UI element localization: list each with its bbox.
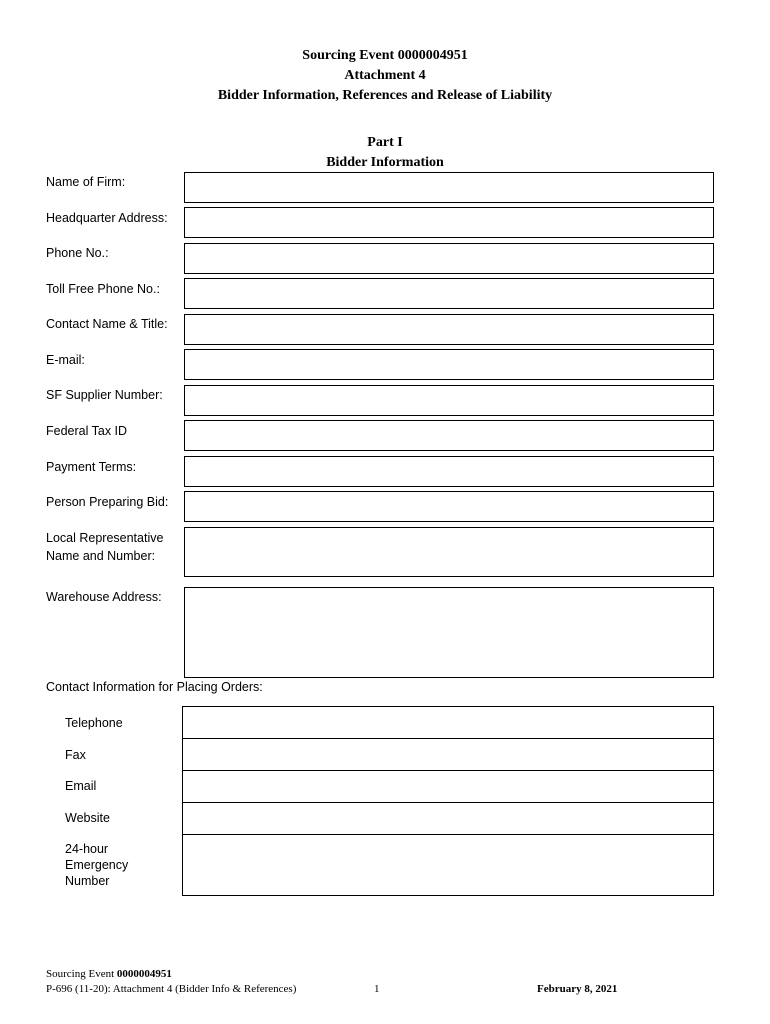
field-label-payment-terms: Payment Terms: xyxy=(46,460,137,474)
contact-label-emergency xyxy=(65,841,128,889)
federal-tax-id-field[interactable] xyxy=(184,420,714,451)
form-title: Bidder Information, References and Release of Liability xyxy=(217,88,553,103)
emergency-number-field[interactable] xyxy=(183,835,713,895)
email-field[interactable] xyxy=(184,349,714,380)
contact-label-website: Website xyxy=(65,811,110,825)
part-heading xyxy=(0,133,770,173)
field-label-person-preparing-bid: Person Preparing Bid: xyxy=(46,495,169,509)
telephone-field[interactable] xyxy=(183,707,713,739)
phone-field[interactable] xyxy=(184,243,714,274)
local-rep-label-line2: Name and Number: xyxy=(46,549,156,563)
field-label-toll-free-phone: Toll Free Phone No.: xyxy=(46,282,160,296)
contact-name-title-field[interactable] xyxy=(184,314,714,345)
contact-label-telephone: Telephone xyxy=(65,716,123,730)
field-label-name-of-firm: Name of Firm: xyxy=(46,175,126,189)
headquarter-address-field[interactable] xyxy=(184,207,714,238)
field-label-federal-tax-id: Federal Tax ID xyxy=(46,424,128,438)
warehouse-address-field[interactable] xyxy=(184,587,714,678)
field-label-phone: Phone No.: xyxy=(46,246,109,260)
contact-section-title: Contact Information for Placing Orders: xyxy=(46,680,263,694)
part-title: Bidder Information xyxy=(326,155,444,170)
footer-date: February 8, 2021 xyxy=(537,983,618,995)
emergency-label-line3: Number xyxy=(65,874,110,888)
name-of-firm-field[interactable] xyxy=(184,172,714,203)
sf-supplier-number-field[interactable] xyxy=(184,385,714,416)
fax-field[interactable] xyxy=(183,739,713,771)
person-preparing-bid-field[interactable] xyxy=(184,491,714,522)
emergency-label-line1: 24-hour xyxy=(65,842,109,856)
footer-form-id: P-696 (11-20): Attachment 4 (Bidder Info & References) xyxy=(46,983,297,995)
field-label-headquarter-address: Headquarter Address: xyxy=(46,211,168,225)
page-number: 1 xyxy=(374,983,380,995)
attachment-heading: Attachment 4 xyxy=(344,68,426,83)
local-representative-field[interactable] xyxy=(184,527,714,577)
document-title xyxy=(0,46,770,106)
contact-label-fax: Fax xyxy=(65,748,86,762)
footer-event xyxy=(46,966,172,982)
contact-label-email: Email xyxy=(65,779,97,793)
field-label-email: E-mail: xyxy=(46,353,85,367)
field-label-warehouse-address: Warehouse Address: xyxy=(46,590,162,604)
footer-event-prefix: Sourcing Event xyxy=(46,968,117,980)
payment-terms-field[interactable] xyxy=(184,456,714,487)
local-rep-label-line1: Local Representative xyxy=(46,531,164,545)
toll-free-phone-field[interactable] xyxy=(184,278,714,309)
field-label-sf-supplier-number: SF Supplier Number: xyxy=(46,388,163,402)
contact-table xyxy=(182,706,714,896)
field-label-local-representative xyxy=(46,529,163,565)
email-contact-field[interactable] xyxy=(183,771,713,803)
website-field[interactable] xyxy=(183,803,713,835)
sourcing-event-heading: Sourcing Event 0000004951 xyxy=(302,48,468,63)
field-label-contact-name-title: Contact Name & Title: xyxy=(46,317,168,331)
emergency-label-line2: Emergency xyxy=(65,858,129,872)
part-number: Part I xyxy=(367,135,403,150)
footer-event-number: 0000004951 xyxy=(116,968,172,980)
